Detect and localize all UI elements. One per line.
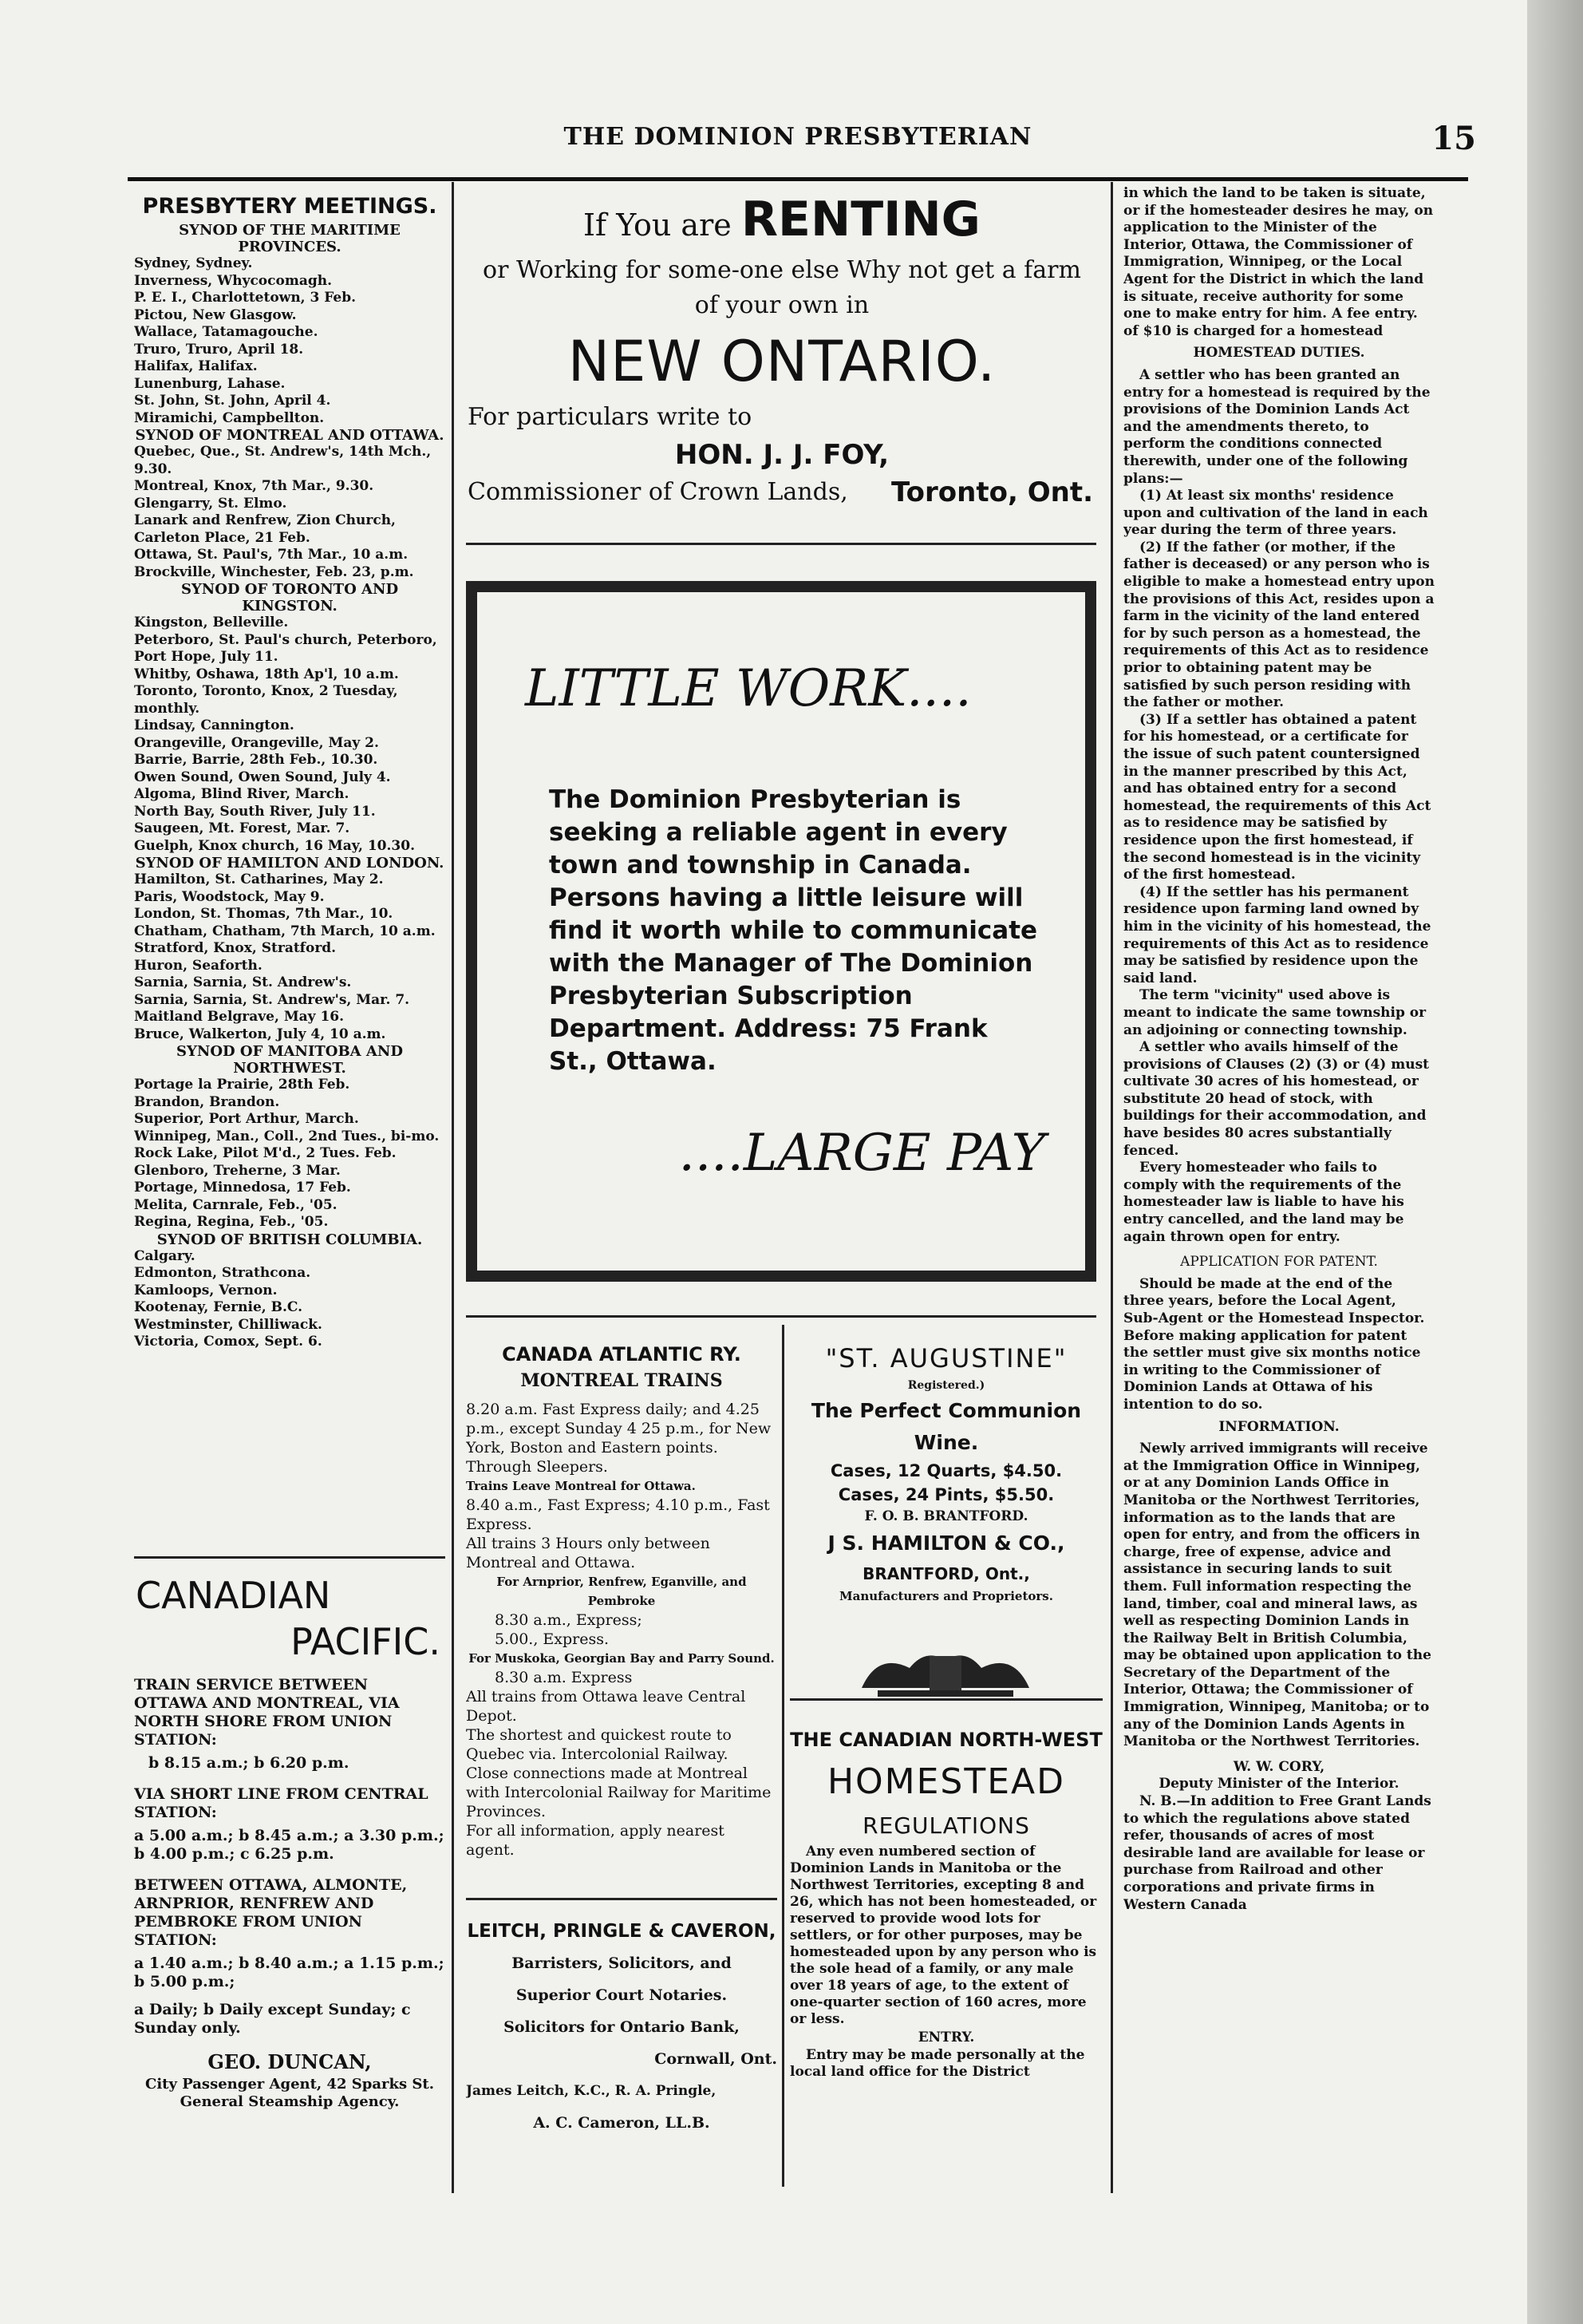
presbytery-entry: Stratford, Knox, Stratford. xyxy=(134,940,337,956)
cpr-title-2: PACIFIC. xyxy=(290,1620,440,1663)
cpr-title-1: CANADIAN xyxy=(136,1574,331,1617)
presbytery-entry: Hamilton, St. Catharines, May 2. xyxy=(134,872,384,887)
c4-heading-patent: APPLICATION FOR PATENT. xyxy=(1180,1254,1378,1271)
ca-para-1: 8.20 a.m. Fast Express daily; and 4.25 p.m., except Sunday 4 25 p.m., for New York, Boston and Eastern points. Through Sleepers. xyxy=(466,1401,772,1476)
publication-title: THE DOMINION PRESBYTERIAN xyxy=(563,123,1032,151)
renting-lead: If You are xyxy=(583,208,741,243)
presbytery-entry: St. John, St. John, April 4. xyxy=(134,393,331,409)
presbytery-entry: Lanark and Renfrew, Zion Church, Carleton Place, 21 Feb. xyxy=(134,512,396,546)
presbytery-entry: London, St. Thomas, 7th Mar., 10. xyxy=(134,906,393,922)
c4-para-3: (1) At least six months' residence upon and cultivation of the land in each year during the term of three years. xyxy=(1123,488,1428,539)
leitch-title: LEITCH, PRINGLE & CAVERON, xyxy=(467,1921,776,1942)
column-divider-2 xyxy=(782,1325,784,2187)
leitch-line-6: A. C. Cameron, LL.B. xyxy=(533,2114,710,2132)
presbytery-entry: Glenboro, Treherne, 3 Mar. xyxy=(134,1162,341,1179)
homestead-title-2: HOMESTEAD xyxy=(827,1761,1066,1802)
ca-para-8: Close connections made at Montreal with Intercolonial Railway for Maritime Provinces. xyxy=(466,1765,772,1820)
c4-para-8: A settler who avails himself of the provisions of Clauses (2) (3) or (4) must cultivate 30 acres of his homestead, or substitute 20 head of stock, with buildings for their accommodation, and have besides 80 acres substantially fenced. xyxy=(1123,1039,1430,1159)
presbytery-entry: Lindsay, Cannington. xyxy=(134,717,294,733)
renting-line-3: of your own in xyxy=(694,291,870,319)
presbytery-entry: Montreal, Knox, 7th Mar., 9.30. xyxy=(134,478,374,494)
presbytery-entry: North Bay, South River, July 11. xyxy=(134,803,376,820)
augustine-city: BRANTFORD, Ont., xyxy=(863,1564,1030,1583)
homestead-title-3: REGULATIONS xyxy=(863,1812,1030,1839)
presbytery-entry: Peterboro, St. Paul's church, Peterboro, Port Hope, July 11. xyxy=(134,631,437,665)
header-rule xyxy=(128,177,1468,181)
presbytery-entry: Brandon, Brandon. xyxy=(134,1093,280,1110)
presbytery-entry: Guelph, Knox church, 16 May, 10.30. xyxy=(134,837,415,854)
renting-line-1 xyxy=(463,192,1101,253)
presbytery-entry: Sarnia, Sarnia, St. Andrew's. xyxy=(134,974,352,990)
synod-heading: SYNOD OF TORONTO AND KINGSTON. xyxy=(180,581,399,615)
presbytery-entry: Kootenay, Fernie, B.C. xyxy=(134,1299,303,1315)
presbytery-entry: Regina, Regina, Feb., '05. xyxy=(134,1214,329,1230)
c4-para-6: (4) If the settler has his permanent residence upon farming land owned by him in the vicinity of his homestead, the requirements of this Act as to residence may be satisfied by residence upon the said land. xyxy=(1123,883,1431,986)
presbytery-entry: Superior, Port Arthur, March. xyxy=(134,1111,359,1127)
presbytery-entry: Whitby, Oshawa, 18th Ap'l, 10 a.m. xyxy=(134,666,399,682)
coat-of-arms-emblem xyxy=(846,1644,1045,1700)
leitch-line-1: Barristers, Solicitors, and xyxy=(511,1954,732,1972)
cpr-times-3: a 1.40 a.m.; b 8.40 a.m.; a 1.15 p.m.; b 5.00 p.m.; xyxy=(134,1954,444,1990)
presbytery-entry: Wallace, Tatamagouche. xyxy=(134,324,318,340)
presbytery-entry: Victoria, Comox, Sept. 6. xyxy=(134,1334,322,1350)
presbytery-entry: Inverness, Whycocomagh. xyxy=(134,272,332,289)
c4-signature: W. W. CORY, xyxy=(1233,1758,1325,1775)
presbytery-entry: Portage, Minnedosa, 17 Feb. xyxy=(134,1180,351,1196)
page-header xyxy=(128,120,1476,168)
ca-heading-3: For Arnprior, Renfrew, Eganville, and Pembroke xyxy=(496,1575,747,1608)
ca-para-4b: 5.00., Express. xyxy=(495,1630,610,1648)
little-work-body: The Dominion Presbyterian is seeking a reliable agent in every town and township in Canada. Persons having a little leisure will find it worth while to communicate with the Manager of The Dominion Presbyterian Subscription Department. Address: 75 Frank St., Ottawa. xyxy=(549,785,1038,1076)
ca-title: CANADA ATLANTIC RY. xyxy=(502,1343,741,1366)
c4-signature-title: Deputy Minister of the Interior. xyxy=(1159,1776,1399,1792)
presbytery-heading: PRESBYTERY MEETINGS. xyxy=(142,194,437,219)
renting-rule xyxy=(466,543,1096,545)
ca-subtitle: MONTREAL TRAINS xyxy=(520,1370,723,1391)
little-work-ad xyxy=(466,581,1096,1282)
presbytery-entry: Lunenburg, Lahase. xyxy=(134,375,286,392)
presbytery-entry: Paris, Woodstock, May 9. xyxy=(134,888,325,905)
augustine-title: "ST. AUGUSTINE" xyxy=(825,1343,1068,1373)
st-augustine-ad xyxy=(790,1341,1103,1660)
augustine-fob: F. O. B. BRANTFORD. xyxy=(864,1508,1028,1524)
leitch-line-4: Cornwall, Ont. xyxy=(654,2050,777,2068)
presbytery-entry: Sydney, Sydney. xyxy=(134,255,253,271)
page-edge-shadow xyxy=(1527,0,1583,2324)
synod-heading: SYNOD OF MONTREAL AND OTTAWA. xyxy=(135,427,444,444)
presbytery-sections xyxy=(134,222,445,1351)
presbytery-entry: Miramichi, Campbellton. xyxy=(134,409,325,426)
large-pay-heading: ....LARGE PAY xyxy=(678,1124,1045,1183)
cpr-rule xyxy=(134,1556,445,1559)
leitch-line-5: James Leitch, K.C., R. A. Pringle, xyxy=(466,2083,716,2099)
presbytery-entry: Pictou, New Glasgow. xyxy=(134,306,297,323)
presbytery-entry: Brockville, Winchester, Feb. 23, p.m. xyxy=(134,563,414,580)
augustine-registered: Registered.) xyxy=(907,1379,985,1392)
synod-heading: SYNOD OF MANITOBA AND NORTHWEST. xyxy=(176,1043,403,1077)
presbytery-entry: Edmonton, Strathcona. xyxy=(134,1265,311,1281)
ca-heading-4: For Muskoka, Georgian Bay and Parry Sound. xyxy=(468,1651,775,1666)
presbytery-entry: Calgary. xyxy=(134,1247,195,1264)
presbytery-entry: Quebec, Que., St. Andrew's, 14th Mch., 9.30. xyxy=(134,444,432,477)
presbytery-entry: Chatham, Chatham, 7th March, 10 a.m. xyxy=(134,923,436,939)
c4-para-1b: of $10 is charged for a homestead xyxy=(1123,322,1384,339)
c4-para-2: A settler who has been granted an entry for a homestead is required by the provisions of the Dominion Lands Act and the amendments thereto, to perform the conditions connected therewith, under one of the following plans:— xyxy=(1123,366,1431,487)
ca-para-4a: 8.30 a.m., Express; xyxy=(495,1611,642,1629)
presbytery-entry: Owen Sound, Owen Sound, July 4. xyxy=(134,769,391,785)
ad-rule xyxy=(466,1315,1096,1318)
presbytery-entry: Kamloops, Vernon. xyxy=(134,1282,278,1298)
canadian-pacific-ad xyxy=(134,1572,445,2179)
homestead-regulations xyxy=(790,1724,1103,2187)
cpr-legend: a Daily; b Daily except Sunday; c Sunday only. xyxy=(134,2001,411,2037)
c4-para-10: Should be made at the end of the three years, before the Local Agent, Sub-Agent or the Homestead Inspector. Before making application for patent the settler must give six months notice in writing to the Commissioner of Dominion Lands at Ottawa of his intention to do so. xyxy=(1123,1275,1425,1413)
c4-para-5: (3) If a settler has obtained a patent for his homestead, or a certificate for the issue of such patent countersigned in the manner prescribed by this Act, and has obtained entry for a second homestead, the requirements of this Act as to residence may be satisfied by residence upon the first homestead, if the second homestead is in the vicinity of the first homestead. xyxy=(1123,711,1431,883)
presbytery-entry: Barrie, Barrie, 28th Feb., 10.30. xyxy=(134,752,378,768)
augustine-firm: J S. HAMILTON & CO., xyxy=(827,1532,1065,1555)
little-work-heading: LITTLE WORK.... xyxy=(525,659,972,718)
presbytery-entry: Halifax, Halifax. xyxy=(134,358,258,374)
c4-para-7: The term "vicinity" used above is meant to indicate the same township or an adjoining or connecting township. xyxy=(1123,987,1427,1038)
cpr-agent-line-2: General Steamship Agency. xyxy=(180,2093,400,2110)
renting-commissioner xyxy=(463,475,1101,510)
new-ontario: NEW ONTARIO. xyxy=(567,329,997,394)
augustine-subtitle: The Perfect Communion Wine. xyxy=(811,1399,1082,1454)
presbytery-entry: Kingston, Belleville. xyxy=(134,615,289,630)
renting-contact: HON. J. J. FOY, xyxy=(674,439,890,471)
commissioner-city: Toronto, Ont. xyxy=(890,476,1093,508)
cpr-times-1: b 8.15 a.m.; b 6.20 p.m. xyxy=(148,1754,349,1772)
cpr-service-2: VIA SHORT LINE FROM CENTRAL STATION: xyxy=(134,1785,428,1821)
cpr-service-1: TRAIN SERVICE BETWEEN OTTAWA AND MONTREAL, VIA NORTH SHORE FROM UNION STATION: xyxy=(134,1676,400,1749)
c4-para-12: N. B.—In addition to Free Grant Lands to which the regulations above stated refer, thousands of acres of most desirable land are available for lease or purchase from Railroad and other corporations and private firms in Western Canada xyxy=(1123,1793,1431,1913)
cpr-agent-name: GEO. DUNCAN, xyxy=(207,2050,372,2073)
c4-para-1: in which the land to be taken is situate, or if the homesteader desires he may, on application to the Minister of the Interior, Ottawa, the Commissioner of Immigration, Winnipeg, or the Local Agent for the District in which the land is situate, receive authority for some one to make entry for him. A fee entry. xyxy=(1123,185,1434,322)
homestead-para-1: Any even numbered section of Dominion Lands in Manitoba or the Northwest Territories, excepting 8 and 26, which has not been homesteaded, or reserved to provide wood lots for settlers, or for other purposes, may be homesteaded upon by any person who is the sole head of a family, or any male over 18 years of age, to the extent of one-quarter section of 160 acres, more or less. xyxy=(790,1844,1097,2027)
presbytery-entry: Westminster, Chilliwack. xyxy=(134,1316,322,1333)
presbytery-entry: Huron, Seaforth. xyxy=(134,957,263,974)
ca-para-6: All trains from Ottawa leave Central Depot. xyxy=(466,1688,746,1725)
presbytery-entry: Sarnia, Sarnia, St. Andrew's, Mar. 7. xyxy=(134,991,410,1008)
synod-heading: SYNOD OF BRITISH COLUMBIA. xyxy=(156,1231,423,1248)
augustine-price-2: Cases, 24 Pints, $5.50. xyxy=(838,1485,1055,1504)
presbytery-entry: Ottawa, St. Paul's, 7th Mar., 10 a.m. xyxy=(134,547,409,563)
leitch-line-3: Solicitors for Ontario Bank, xyxy=(503,2018,740,2036)
renting-particulars: For particulars write to xyxy=(468,403,752,431)
homestead-continued xyxy=(1123,185,1435,2180)
ca-heading-2: Trains Leave Montreal for Ottawa. xyxy=(466,1479,696,1493)
c4-heading-information: INFORMATION. xyxy=(1218,1418,1340,1435)
ca-para-9: For all information, apply nearest agent. xyxy=(466,1822,724,1859)
synod-heading: SYNOD OF THE MARITIME PROVINCES. xyxy=(179,222,401,255)
homestead-para-2: Entry may be made personally at the local land office for the District xyxy=(790,2047,1085,2080)
presbytery-entry: Melita, Carnrale, Feb., '05. xyxy=(134,1196,338,1213)
c4-para-9: Every homesteader who fails to comply with the requirements of the homesteader law is liable to have his entry cancelled, and the land may be again thrown open for entry. xyxy=(1123,1160,1404,1245)
ca-para-7: The shortest and quickest route to Quebec via. Intercolonial Railway. xyxy=(466,1726,732,1763)
c4-heading-duties: HOMESTEAD DUTIES. xyxy=(1193,345,1365,362)
cpr-times-2: a 5.00 a.m.; b 8.45 a.m.; a 3.30 p.m.; b 4.00 p.m.; c 6.25 p.m. xyxy=(134,1827,444,1863)
page-number: 15 xyxy=(1431,120,1476,157)
presbytery-entry: Saugeen, Mt. Forest, Mar. 7. xyxy=(134,820,350,836)
cpr-agent-line-1: City Passenger Agent, 42 Sparks St. xyxy=(145,2076,434,2093)
presbytery-entry: Winnipeg, Man., Coll., 2nd Tues., bi-mo. xyxy=(134,1128,440,1144)
presbytery-entry: Rock Lake, Pilot M'd., 2 Tues. Feb. xyxy=(134,1145,397,1161)
presbytery-entry: Portage la Prairie, 28th Feb. xyxy=(134,1077,350,1093)
c4-para-11: Newly arrived immigrants will receive at the Immigration Office in Winnipeg, or at any Dominion Lands Office in Manitoba or the Northwest Territories, information as to the lands that are open for entry, and from the officers in charge, free of expense, advice and assistance in securing lands to suit them. Full information respecting the land, timber, coal and mineral laws, as well as respecting Dominion Lands in the Railway Belt in British Columbia, may be obtained upon application to the Secretary of the Department of the Interior, Ottawa; the Commissioner of Immigration, Winnipeg, Manitoba; or to any of the Dominion Lands Agents in Manitoba or the Northwest Territories. xyxy=(1123,1441,1431,1750)
c4-para-4: (2) If the father (or mother, if the father is deceased) or any person who is eligible to make a homestead entry upon the provisions of this Act, resides upon a farm in the vicinity of the land entered for by such person as a homestead, the requirements of this Act as to residence prior to obtaining patent may be satisfied by such person residing with the father or mother. xyxy=(1123,539,1435,711)
presbytery-entry: Truro, Truro, April 18. xyxy=(134,341,304,358)
cpr-service-3: BETWEEN OTTAWA, ALMONTE, ARNPRIOR, RENFREW AND PEMBROKE FROM UNION STATION: xyxy=(134,1876,408,1949)
presbytery-entry: Glengarry, St. Elmo. xyxy=(134,495,287,512)
ca-para-3: All trains 3 Hours only between Montreal and Ottawa. xyxy=(466,1535,710,1571)
presbytery-meetings xyxy=(134,192,445,1540)
leitch-ad xyxy=(466,1915,777,2187)
renting-line-2: or Working for some-one else Why not get a farm xyxy=(483,256,1081,284)
homestead-entry-heading: ENTRY. xyxy=(918,2030,975,2045)
augustine-price-1: Cases, 12 Quarts, $4.50. xyxy=(830,1461,1063,1480)
ca-para-2: 8.40 a.m., Fast Express; 4.10 p.m., Fast Express. xyxy=(466,1496,770,1533)
renting-word: RENTING xyxy=(740,192,981,247)
homestead-title-1: THE CANADIAN NORTH-WEST xyxy=(790,1729,1103,1751)
presbytery-entry: Algoma, Blind River, March. xyxy=(134,786,349,802)
presbytery-entry: Maitland Belgrave, May 16. xyxy=(134,1009,345,1025)
presbytery-entry: P. E. I., Charlottetown, 3 Feb. xyxy=(134,290,357,306)
column-divider-1 xyxy=(452,182,454,2193)
leitch-line-2: Superior Court Notaries. xyxy=(515,1986,728,2004)
presbytery-entry: Toronto, Toronto, Knox, 2 Tuesday, monthly. xyxy=(134,683,398,717)
commissioner-title: Commissioner of Crown Lands, xyxy=(468,478,848,506)
column-divider-3 xyxy=(1111,182,1113,2193)
synod-heading: SYNOD OF HAMILTON AND LONDON. xyxy=(135,855,444,872)
ca-para-5: 8.30 a.m. Express xyxy=(495,1669,633,1686)
presbytery-entry: Orangeville, Orangeville, May 2. xyxy=(134,734,379,751)
presbytery-entry: Bruce, Walkerton, July 4, 10 a.m. xyxy=(134,1026,386,1042)
augustine-role: Manufacturers and Proprietors. xyxy=(839,1589,1053,1603)
renting-ad xyxy=(463,192,1101,527)
